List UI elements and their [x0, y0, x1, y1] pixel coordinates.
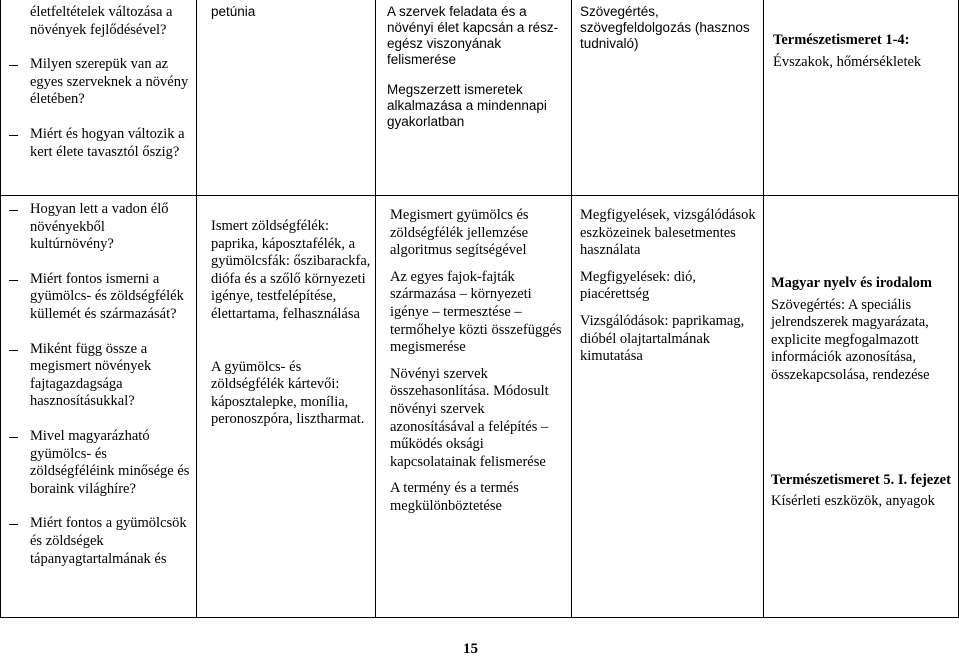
- development-text: A termény és a termés megkülönböztetése: [390, 480, 519, 514]
- connection-heading: Természetismeret 1-4:: [773, 32, 910, 48]
- cell-r2-connections: [771, 275, 958, 511]
- connection-text-body: A speciális jelrendszerek magyarázata, explicite megfogalmazott információk azonosítása, összekapcsolása, rendezése: [771, 296, 930, 383]
- cell-r1-activities: [580, 4, 762, 52]
- cell-r1-development: [387, 4, 569, 130]
- cell-r1-connections: [773, 32, 958, 71]
- column-divider: [375, 0, 376, 617]
- cell-r1-questions: [1, 4, 191, 161]
- question-item: Miért fontos ismerni a gyümölcs- és zöldségfélék küllemét és származását?: [1, 271, 191, 324]
- cell-r2-questions: [1, 201, 191, 568]
- connection-text: Évszakok, hőmérsékletek: [773, 53, 922, 70]
- activity-text: Megfigyelések, vizsgálódások eszközeinek balesetmentes használata: [580, 207, 756, 259]
- cell-r1-content: [211, 4, 371, 20]
- connection-label: Szövegértés:: [771, 296, 846, 313]
- column-divider: [196, 0, 197, 617]
- connection-text: [771, 297, 958, 385]
- activity-text: Szövegértés, szövegfeldolgozás (hasznos tudnivaló): [580, 4, 750, 51]
- cell-r2-content: [211, 218, 373, 429]
- question-item: Mivel magyarázható gyümölcs- és zöldségféléink minősége és boraink világhíre?: [1, 428, 191, 498]
- question-item: Miként függ össze a megismert növények fajtagazdagsága hasznosításukkal?: [1, 341, 191, 411]
- content-text: Ismert zöldségfélék: paprika, káposztafélék, a gyümölcsfák: őszibarackfa, diófa és a szőlő környezeti igénye, testfelépítése, élettartama, felhasználása: [211, 218, 371, 322]
- row-divider: [1, 195, 958, 196]
- page-number: 15: [463, 641, 478, 657]
- content-text: A gyümölcs- és zöldségfélék kártevői: káposztalepke, monília, peronoszpóra, lisztharmat.: [211, 358, 365, 428]
- cell-r2-development: [390, 207, 570, 516]
- development-text: Megismert gyümölcs és zöldségfélék jellemzése algoritmus segítségével: [390, 207, 529, 259]
- question-item: Hogyan lett a vadon élő növényekből kultúrnövény?: [1, 201, 191, 254]
- question-item: Miért fontos a gyümölcsök és zöldségek tápanyagtartalmának és: [1, 515, 191, 568]
- activity-text: Megfigyelések: dió, piacérettség: [580, 268, 696, 303]
- connection-text: Kísérleti eszközök, anyagok: [771, 493, 935, 510]
- development-text: Megszerzett ismeretek alkalmazása a mindennapi gyakorlatban: [387, 82, 547, 129]
- cell-r2-activities: [580, 207, 762, 366]
- development-text: Növényi szervek összehasonlítása. Módosult növényi szervek azonosításával a felépítés – működés oksági kapcsolatainak felismerése: [390, 365, 549, 470]
- development-text: A szervek feladata és a növényi élet kapcsán a rész-egész viszonyának felismerése: [387, 4, 559, 67]
- connection-heading: Magyar nyelv és irodalom: [771, 275, 932, 291]
- activity-text: Vizsgálódások: paprikamag, dióbél olajtartalmának kimutatása: [580, 312, 745, 365]
- development-text: Az egyes fajok-fajták származása – környezeti igénye – termesztése – termőhelye közti összefüggés megismerése: [390, 268, 562, 356]
- column-divider: [763, 0, 764, 617]
- connection-heading: Természetismeret 5. I. fejezet: [771, 471, 951, 488]
- question-item: Milyen szerepük van az egyes szerveknek a növény életében?: [1, 56, 191, 109]
- content-text: petúnia: [211, 4, 256, 19]
- column-divider: [571, 0, 572, 617]
- question-continued: életfeltételek változása a növények fejlődésével?: [30, 4, 173, 38]
- question-item: Miért és hogyan változik a kert élete tavasztól őszig?: [1, 126, 191, 161]
